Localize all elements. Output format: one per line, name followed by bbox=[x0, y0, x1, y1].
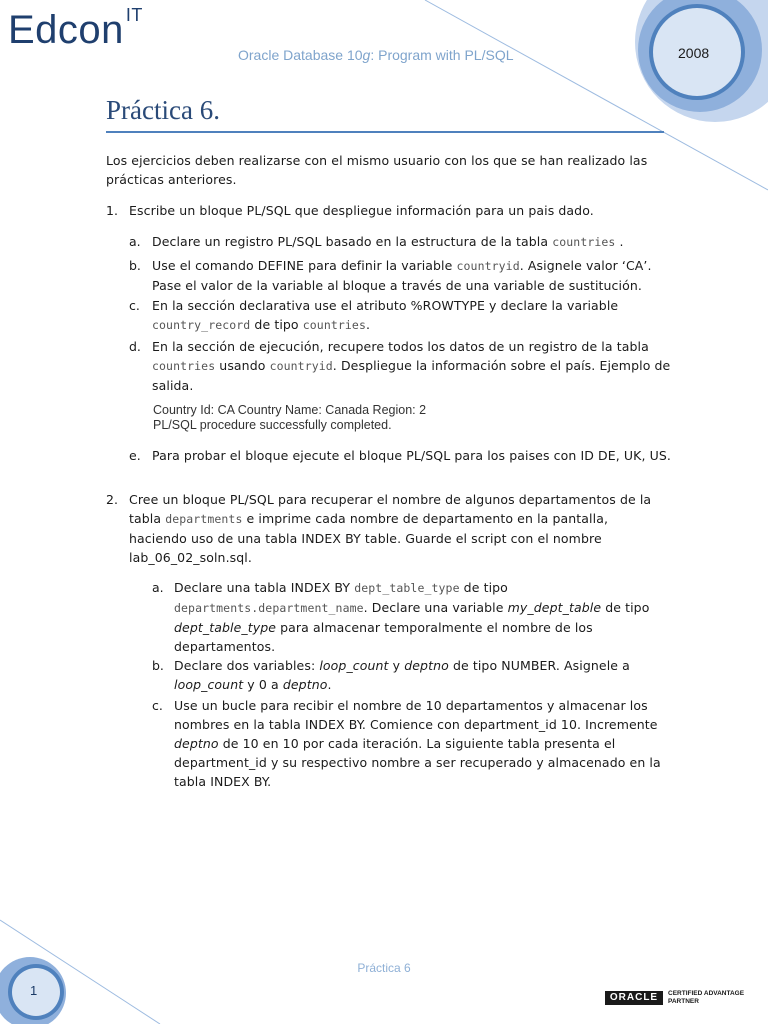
item1b-text: Use el comando DEFINE para definir la variable countryid. Asignele valor ‘CA’. Pase el valor de la variable al bloque a través de una variable de sustitución. bbox=[152, 258, 652, 293]
item2c-marker: c. bbox=[152, 698, 163, 713]
sample-output: Country Id: CA Country Name: Canada Region: 2 PL/SQL procedure successfully completed. bbox=[153, 403, 427, 432]
item2b-marker: b. bbox=[152, 658, 164, 673]
item1e-marker: e. bbox=[129, 448, 141, 463]
item1-text: Escribe un bloque PL/SQL que despliegue información para un pais dado. bbox=[129, 203, 594, 218]
item2a-text: Declare una tabla INDEX BY dept_table_type de tipo departments.department_name. Declare una variable my_dept_table de tipo dept_table_type para almacenar temporalmente el nombre de los departamentos. bbox=[174, 580, 650, 654]
page-number: 1 bbox=[30, 983, 38, 998]
item1e-text: Para probar el bloque ejecute el bloque PL/SQL para los paises con ID DE, UK, US. bbox=[152, 448, 671, 463]
intro-paragraph: Los ejercicios deben realizarse con el mismo usuario con los que se han realizado las prácticas anteriores. bbox=[106, 153, 648, 187]
item1a-text: Declare un registro PL/SQL basado en la estructura de la tabla countries . bbox=[152, 234, 624, 249]
edcon-logo: Edcon $^{IT}$ bbox=[8, 4, 143, 52]
item1a-marker: a. bbox=[129, 234, 141, 249]
item2-text: Cree un bloque PL/SQL para recuperar el nombre de algunos departamentos de la tabla departments e imprime cada nombre de departamento en la pantalla, haciendo uso de una tabla INDEX BY table. Guarde el script con el nombre lab_06_02_soln.sql. bbox=[129, 492, 652, 565]
item1c-text: En la sección declarativa use el atributo %ROWTYPE y declare la variable country_record de tipo countries. bbox=[152, 298, 619, 332]
item2c-text: Use un bucle para recibir el nombre de 10 departamentos y almacenar los nombres en la tabla INDEX BY. Comience con department_id 10. Incremente deptno de 10 en 10 por cada iteración. La siguiente tabla presenta el department_id y su respectivo nombre a ser recuperado y almacenado en la tabla INDEX BY. bbox=[174, 698, 661, 789]
item2a-marker: a. bbox=[152, 580, 164, 595]
title-rule bbox=[106, 131, 664, 133]
item1c-marker: c. bbox=[129, 298, 140, 313]
year-badge: 2008 bbox=[678, 45, 710, 61]
item2-marker: 2. bbox=[106, 492, 118, 507]
oracle-logo: ORACLE bbox=[605, 991, 663, 1005]
course-title: Oracle Database 10g: Program with PL/SQL bbox=[238, 47, 514, 63]
item1-marker: 1. bbox=[106, 203, 118, 218]
item1d-text: En la sección de ejecución, recupere todos los datos de un registro de la tabla countries usando countryid. Despliegue la información sobre el país. Ejemplo de salida. bbox=[152, 339, 671, 393]
page-title: Práctica 6. bbox=[106, 95, 220, 125]
item1d-marker: d. bbox=[129, 339, 141, 354]
footer-title: Práctica 6 bbox=[357, 961, 411, 975]
item2b-text: Declare dos variables: loop_count y deptno de tipo NUMBER. Asignele a loop_count y 0 a deptno. bbox=[174, 658, 630, 692]
item1b-marker: b. bbox=[129, 258, 141, 273]
oracle-partner-text: CERTIFIED ADVANTAGE PARTNER bbox=[668, 990, 745, 1005]
